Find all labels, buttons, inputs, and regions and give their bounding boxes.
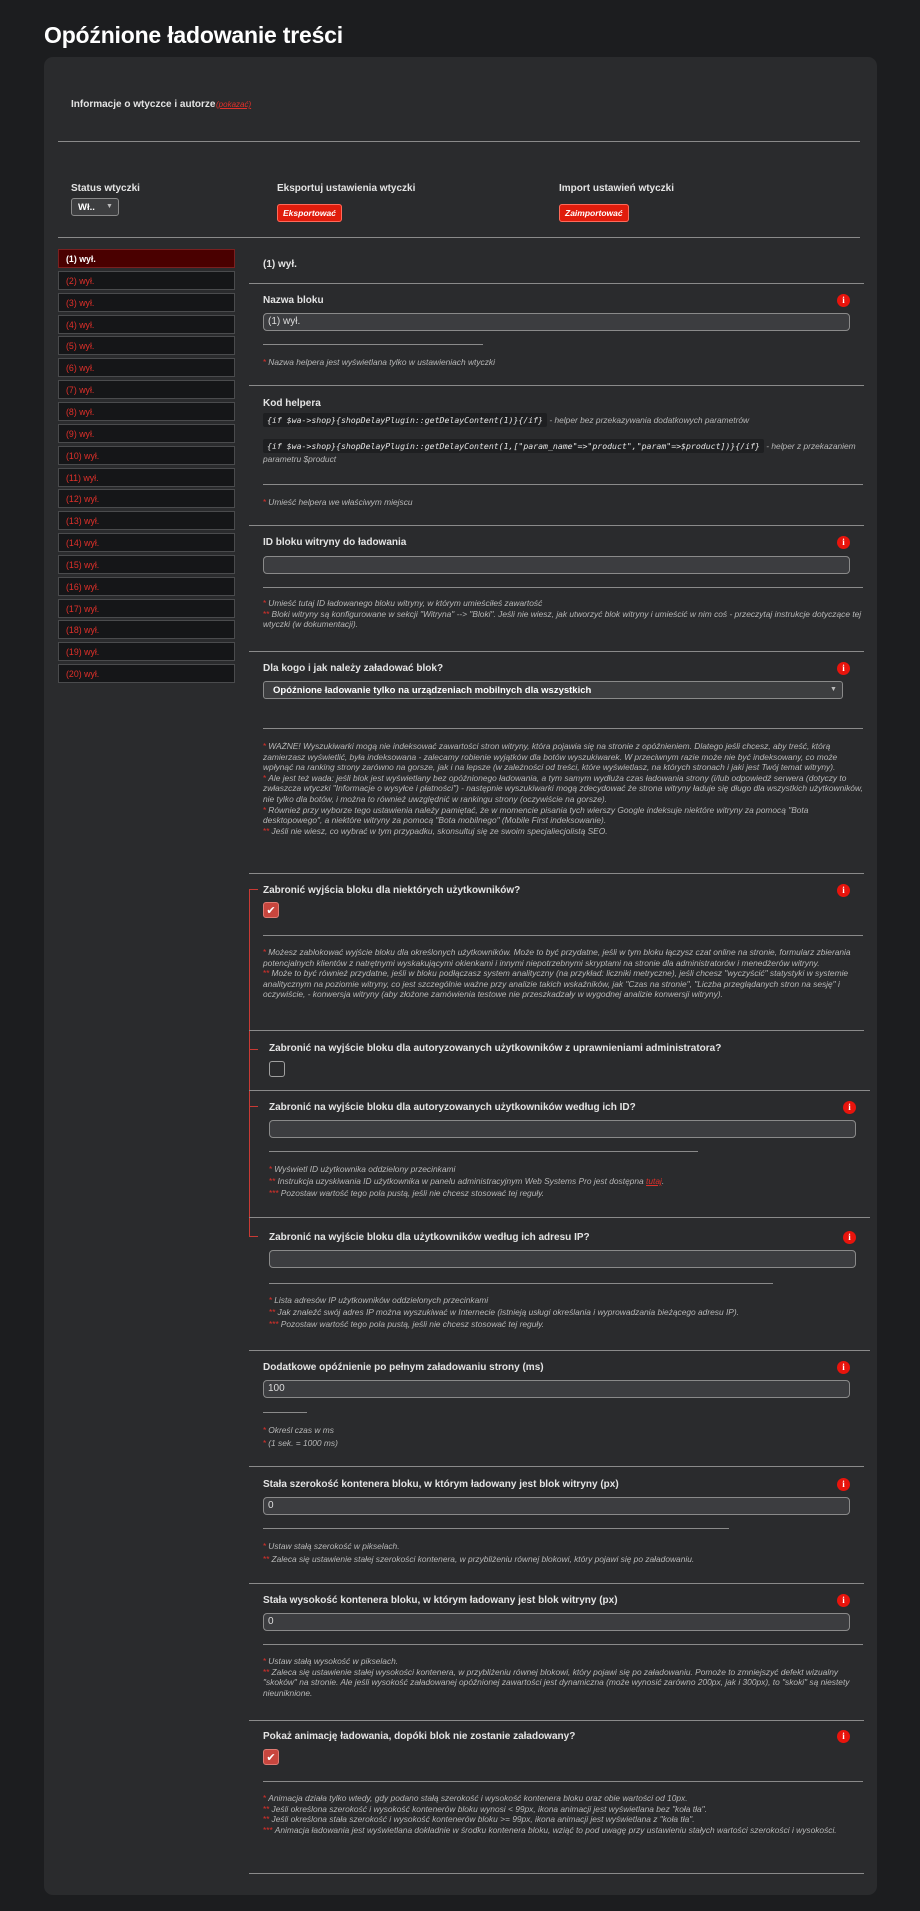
anim-checkbox[interactable]	[263, 1749, 279, 1765]
sidebar-item[interactable]: (15) wył.	[58, 555, 235, 574]
info-icon[interactable]: i	[837, 1594, 850, 1607]
forbid-ip-label: Zabronić na wyjście bloku dla użytkowników według ich adresu IP?	[269, 1232, 590, 1243]
who-select[interactable]	[263, 681, 843, 699]
info-icon[interactable]: i	[843, 1101, 856, 1114]
plugin-info-toggle[interactable]: (pokazać)	[216, 100, 252, 109]
plugin-info-label: Informacje o wtyczce i autorze	[71, 99, 216, 110]
who-notes: * WAŻNE! Wyszukiwarki mogą nie indeksować zawartości stron witryny, która pojawia się na stronie z opóźnieniem. Dlatego jeśli chcesz, aby treść, którą zamierzasz wyświetlić, była indeksowana - zalecamy robienie wyjątków dla botów wyszukiwarek. W przeciwnym razie może nie być indeksowany, co może wpłynąć na ranking strony zarówno na gorsze, jak i na lepsze (w zależności od treści, które wyświetlasz, na których stronach i jaki jest Twój temat witryny). * Ale jest też wada: jeśli blok jest wyświetlany bez opóźnionego ładowania, a tym samym wydłuża czas ładowania strony (i/lub odpowiedź serwera (dotyczy to zwłaszcza wtyczki "Informacje o wysyłce i płatności") - następnie wyszukiwarki mogą zdecydować że strona witryny ładuje się długo dla wszystkich użytkowników, nie tylko dla botów, i można to również uwzględnić w rankingu strony (oczywiście na gorsze). * Również przy wyborze tego ustawienia należy pamiętać, że w momencie pisania tych wierszy Google indeksuje niektóre witryny za pomocą "Bota desktopowego", a niektóre witryny za pomocą "Bota mobilnego" (Mobile First indeksowanie). ** Jeśli nie wiesz, co wybrać w tym przypadku, skonsultuj się ze swoim specjaliecjolistą SEO.	[263, 741, 863, 836]
height-input[interactable]: 0	[263, 1613, 850, 1631]
info-icon[interactable]: i	[837, 1730, 850, 1743]
name-note: * Nazwa helpera jest wyświetlana tylko w ustawieniach wtyczki	[263, 357, 495, 367]
chevron-down-icon: ▼	[830, 686, 837, 693]
sidebar-item[interactable]: (3) wył.	[58, 293, 235, 312]
sidebar-item[interactable]: (18) wył.	[58, 620, 235, 639]
sidebar-item[interactable]: (10) wył.	[58, 446, 235, 465]
helper-label: Kod helpera	[263, 398, 321, 409]
helper-note: * Umieść helpera we właściwym miejscu	[263, 497, 413, 507]
who-label: Dla kogo i jak należy załadować blok?	[263, 663, 444, 674]
forbid-checkbox[interactable]	[263, 902, 279, 918]
helper-code-2[interactable]: {if $wa->shop}{shopDelayPlugin::getDelayContent(1,["param_name"=>"product","param"=>$product])}{/if}	[263, 439, 764, 453]
forbid-notes: * Możesz zablokować wyjście bloku dla określonych użytkowników. Może to być przydatne, jeśli w tym bloku łączysz czat online na stronie, formularz zbierania potencjalnych klientów z natrętnymi wyskakującymi okienkami i innymi niepotrzebnymi skryptami na stronie dla administratorów i menedżerów witryny. ** Może to być również przydatne, jeśli w bloku podłączasz system analityczny (na przykład: liczniki metryczne), jeśli chcesz "wyczyścić" statystyki w systemie analitycznym na poziomie witryny, co jest szczególnie ważne przy analizie takich wskaźników, jak "Czas na stronie", "Liczba przeglądanych stron na sesję" i oczywiście, - konwersja witryny (aby złożone zamówienia testowe nie przeszkadzały w wygodnej analizie konwersji witryny).	[263, 947, 851, 1000]
sidebar-item[interactable]: (7) wył.	[58, 380, 235, 399]
sidebar-item[interactable]: (1) wył.	[58, 249, 235, 268]
sidebar-item[interactable]: (9) wył.	[58, 424, 235, 443]
export-button[interactable]: Eksportować	[277, 204, 342, 222]
delay-label: Dodatkowe opóźnienie po pełnym załadowaniu strony (ms)	[263, 1362, 544, 1373]
delay-notes: * Określ czas w ms * (1 sek. = 1000 ms)	[263, 1425, 338, 1448]
page-title: Opóźnione ładowanie treści	[44, 22, 343, 48]
check-icon: ✔	[266, 1752, 276, 1764]
who-value: Opóźnione ładowanie tylko na urządzeniach mobilnych dla wszystkich	[273, 685, 592, 696]
forbid-admin-label: Zabronić na wyjście bloku dla autoryzowanych użytkowników z uprawnieniami administratora?	[269, 1043, 722, 1054]
info-icon[interactable]: i	[837, 662, 850, 675]
forbid-ids-input[interactable]	[269, 1120, 856, 1138]
sidebar-item[interactable]: (2) wył.	[58, 271, 235, 290]
sidebar-item[interactable]: (4) wył.	[58, 315, 235, 334]
helper-line-2: {if $wa->shop}{shopDelayPlugin::getDelayContent(1,["param_name"=>"product","param"=>$product])}{/if} - helper z przekazaniem parametru $product	[263, 441, 856, 464]
sidebar-item[interactable]: (8) wył.	[58, 402, 235, 421]
info-icon[interactable]: i	[837, 536, 850, 549]
width-label: Stała szerokość kontenera bloku, w którym ładowany jest blok witryny (px)	[263, 1479, 619, 1490]
helper-code-1[interactable]: {if $wa->shop}{shopDelayPlugin::getDelayContent(1)}{/if}	[263, 413, 547, 427]
status-value: Wł..	[78, 202, 95, 213]
sidebar-item[interactable]: (20) wył.	[58, 664, 235, 683]
status-select[interactable]	[71, 198, 119, 216]
sidebar-item[interactable]: (17) wył.	[58, 599, 235, 618]
forbid-ip-input[interactable]	[269, 1250, 856, 1268]
sidebar-item[interactable]: (11) wył.	[58, 468, 235, 487]
name-label: Nazwa bloku	[263, 295, 324, 306]
block-heading: (1) wył.	[263, 259, 297, 270]
forbid-ids-label: Zabronić na wyjście bloku dla autoryzowanych użytkowników według ich ID?	[269, 1102, 636, 1113]
anim-notes: * Animacja działa tylko wtedy, gdy podano stałą szerokość i wysokość kontenera bloku oraz obie wartości od 10px. ** Jeśli określona szerokość i wysokość kontenerów bloku wynosi < 99px, ikona animacji jest wyświetlana bez "koła tła". ** Jeśli określona stała szerokość i wysokość kontenerów bloku >= 99px, ikona animacji jest wyświetlana z "koła tła". *** Animacja ładowania jest wyświetlana dokładnie w środku kontenera bloku, wziąć to pod uwagę przy ustawieniu stałych wartości szerokości i wysokości.	[263, 1793, 837, 1835]
sidebar-item[interactable]: (13) wył.	[58, 511, 235, 530]
block-id-input[interactable]	[263, 556, 850, 574]
info-icon[interactable]: i	[837, 294, 850, 307]
sidebar-item[interactable]: (19) wył.	[58, 642, 235, 661]
sidebar-item[interactable]: (12) wył.	[58, 489, 235, 508]
chevron-down-icon: ▼	[106, 203, 113, 210]
width-input[interactable]: 0	[263, 1497, 850, 1515]
check-icon: ✔	[266, 905, 276, 917]
sidebar-item[interactable]: (16) wył.	[58, 577, 235, 596]
anim-label: Pokaż animację ładowania, dopóki blok nie zostanie załadowany?	[263, 1731, 576, 1742]
delay-input[interactable]: 100	[263, 1380, 850, 1398]
import-button[interactable]: Zaimportować	[559, 204, 629, 222]
info-icon[interactable]: i	[837, 884, 850, 897]
forbid-admin-checkbox[interactable]	[269, 1061, 285, 1077]
helper-line-1: {if $wa->shop}{shopDelayPlugin::getDelayContent(1)}{/if} - helper bez przekazywania dodatkowych parametrów	[263, 415, 863, 426]
width-notes: * Ustaw stałą szerokość w pikselach. ** Zaleca się ustawienie stałej szerokości kontenera, w przybliżeniu równej blokowi, który pojawi się po załadowaniu.	[263, 1541, 695, 1564]
sidebar-item[interactable]: (14) wył.	[58, 533, 235, 552]
forbid-ip-notes: * Lista adresów IP użytkowników oddzielonych przecinkami ** Jak znaleźć swój adres IP można wyszukiwać w Internecie (istnieją usługi określania i wyprowadzania bieżącego adresu IP). *** Pozostaw wartość tego pola pustą, jeśli nie chcesz stosować tej reguły.	[269, 1295, 739, 1329]
forbid-group-line	[249, 889, 250, 1236]
info-icon[interactable]: i	[837, 1478, 850, 1491]
height-notes: * Ustaw stałą wysokość w pikselach. ** Zaleca się ustawienie stałej wysokości kontenera, w przybliżeniu równej blokowi, który pojawi się po załadowaniu. Pomoże to zmniejszyć defekt wizualny "skoków" na stronie. Ale jeśli wysokość załadowanej opóźnionej zawartości jest dynamiczna (może wynosić zarówno 200px, jak i 300px), to "skoki" są niestety nieuniknione.	[263, 1656, 850, 1698]
status-label: Status wtyczki	[71, 183, 140, 194]
block-name-input[interactable]: (1) wył.	[263, 313, 850, 331]
forbid-label: Zabronić wyjścia bloku dla niektórych użytkowników?	[263, 885, 521, 896]
block-id-label: ID bloku witryny do ładowania	[263, 537, 407, 548]
height-label: Stała wysokość kontenera bloku, w którym ładowany jest blok witryny (px)	[263, 1595, 618, 1606]
forbid-ids-notes: * Wyświetl ID użytkownika oddzielony przecinkami ** Instrukcja uzyskiwania ID użytkownika w panelu administracyjnym Web Systems Pro jest dostępna tutaj. *** Pozostaw wartość tego pola pustą, jeśli nie chcesz stosować tej reguły.	[269, 1164, 665, 1198]
instruction-link[interactable]: tutaj	[646, 1176, 662, 1186]
info-icon[interactable]: i	[837, 1361, 850, 1374]
info-icon[interactable]: i	[843, 1231, 856, 1244]
export-label: Eksportuj ustawienia wtyczki	[277, 183, 416, 194]
block-id-notes: * Umieść tutaj ID ładowanego bloku witryny, w którym umieściłeś zawartość ** Bloki witryny są konfigurowane w sekcji "Witryna" --> "Bloki". Jeśli nie wiesz, jak utworzyć blok witryny i umieścić w nim coś - przeczytaj instrukcje dotyczące tej wtyczki (w dokumentacji).	[263, 598, 862, 630]
import-label: Import ustawień wtyczki	[559, 183, 675, 194]
sidebar-item[interactable]: (5) wył.	[58, 336, 235, 355]
sidebar-item[interactable]: (6) wył.	[58, 358, 235, 377]
